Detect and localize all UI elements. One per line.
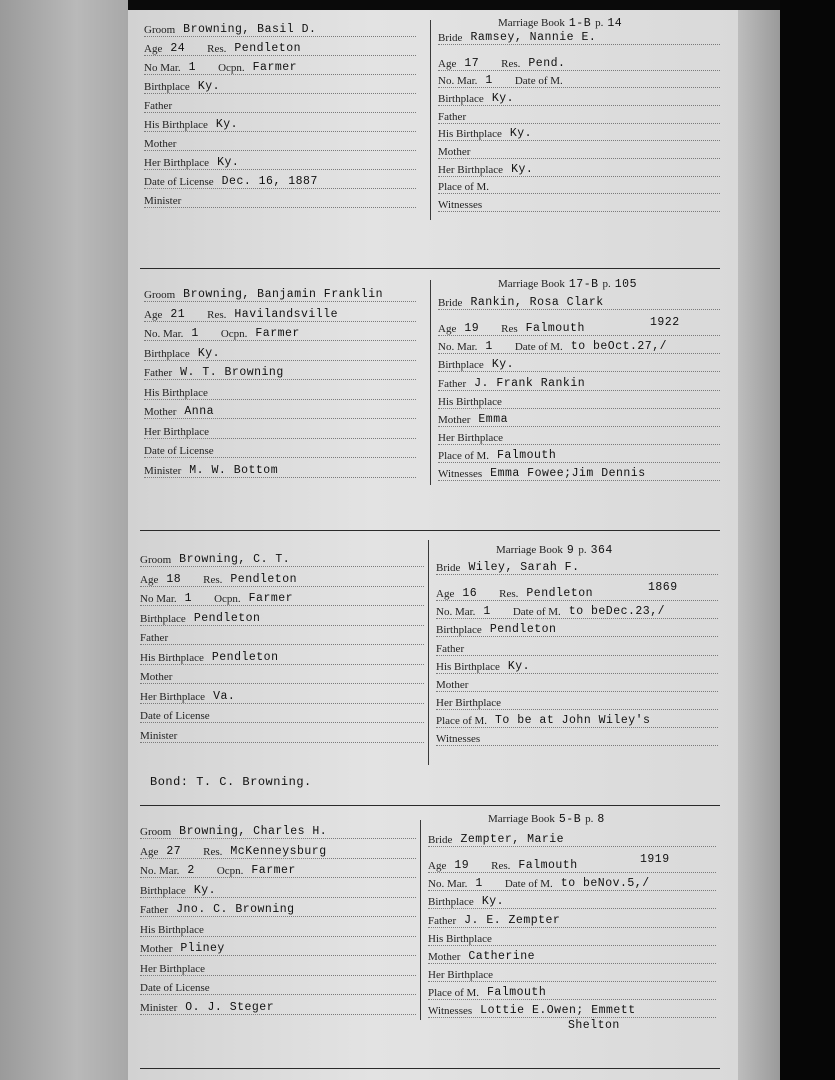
field-value: Ky. (491, 358, 515, 372)
groom-field-2 (144, 324, 416, 341)
field-label: No. Mar. (144, 328, 184, 340)
field-value: 27 (166, 844, 182, 858)
marriage-book-label: Marriage Book (498, 278, 565, 290)
field-label: Her Birthplace (144, 157, 210, 169)
field-value: 16 (462, 587, 478, 601)
field-label: Age (140, 573, 159, 586)
groom-field-0 (144, 285, 416, 302)
field-value: Pend. (528, 56, 566, 70)
field-label: Date of License (144, 445, 214, 457)
field-value: Pendleton (234, 42, 302, 55)
field-value: Jno. C. Browning (176, 903, 295, 916)
groom-field-2 (144, 58, 416, 75)
field-label: Mother (436, 678, 469, 691)
page-number: 364 (590, 544, 613, 557)
bride-field-9 (438, 464, 720, 481)
record-separator (140, 805, 720, 806)
field-label: Father (438, 110, 467, 123)
marriage-record-card (128, 10, 738, 1080)
column-divider (420, 820, 421, 1020)
field-label: Res. (207, 43, 227, 55)
field-label: Age (428, 860, 447, 873)
groom-field-0 (140, 550, 424, 567)
field-value: Falmouth (487, 986, 547, 1000)
field-value: 24 (170, 42, 186, 55)
field-value: Pendleton (230, 572, 298, 586)
field-label: Her Birthplace (140, 690, 206, 703)
groom-field-4 (140, 900, 416, 917)
bride-field-0 (438, 293, 720, 310)
groom-field-5 (140, 648, 424, 665)
groom-field-7 (144, 422, 416, 439)
record-3 (128, 530, 738, 800)
field-label: Mother (144, 406, 177, 418)
bride-field-7 (438, 160, 720, 177)
marriage-book-reference (488, 813, 609, 826)
bride-field-7 (438, 428, 720, 445)
column-divider (430, 280, 431, 485)
bride-field-5 (436, 657, 718, 674)
groom-field-5 (140, 920, 416, 937)
field-value: Ky. (507, 659, 531, 673)
groom-field-5 (144, 115, 416, 132)
field-label: Birthplace (140, 884, 186, 897)
bride-field-6 (438, 410, 720, 427)
field-value: Wiley, Sarah F. (468, 561, 580, 574)
bride-field-6 (436, 675, 718, 692)
field-value: 1 (485, 74, 493, 88)
bride-field-7 (436, 693, 718, 710)
field-label: Mother (140, 943, 173, 955)
bride-field-3 (436, 620, 718, 637)
field-label: Minister (140, 1001, 178, 1014)
page-label: p. (585, 813, 594, 825)
field-label: His Birthplace (436, 660, 500, 673)
field-label: Birthplace (144, 347, 190, 360)
field-label: Groom (144, 24, 176, 36)
bride-field-6 (428, 947, 716, 964)
groom-field-6 (140, 667, 424, 684)
field-label: Groom (140, 554, 172, 566)
scan-border-right (780, 0, 835, 1080)
field-label: Witnesses (428, 1005, 473, 1018)
field-value: 1 (485, 340, 493, 354)
record-4 (128, 805, 738, 1075)
field-label: Her Birthplace (436, 696, 502, 709)
bride-field-4 (428, 911, 716, 928)
field-value: 21 (170, 307, 186, 321)
field-label: Res. (207, 308, 227, 321)
field-value: Ky. (511, 162, 534, 176)
field-value: Zempter, Marie (460, 833, 565, 846)
field-value: 1 (191, 327, 199, 340)
field-value: McKenneysburg (230, 844, 327, 858)
field-label: Bride (438, 32, 463, 44)
field-label: No. Mar. (140, 865, 180, 877)
field-label: Minister (144, 464, 182, 477)
field-value: to beNov.5,/ (560, 877, 650, 891)
field-label: Res (501, 323, 518, 336)
field-value: Ky. (217, 156, 240, 169)
column-divider (428, 540, 429, 765)
field-label: Res. (203, 573, 223, 586)
groom-field-9 (144, 461, 416, 478)
field-label: Minister (140, 729, 178, 742)
field-label: Her Birthplace (428, 968, 494, 981)
scan-border-top (128, 0, 780, 10)
groom-field-6 (144, 402, 416, 419)
bride-field-7 (428, 965, 716, 982)
field-value: Farmer (252, 61, 298, 74)
bride-field-1 (428, 856, 716, 873)
bride-field-4 (436, 639, 718, 656)
field-value: Browning, Banjamin Franklin (183, 288, 384, 301)
field-value: 19 (454, 859, 470, 873)
field-value: Emma Fowee;Jim Dennis (490, 467, 646, 481)
field-label: Ocpn. (220, 328, 248, 340)
field-label: Birthplace (438, 93, 484, 105)
groom-field-0 (144, 20, 416, 37)
field-value: 2 (187, 864, 195, 877)
record-separator (140, 268, 720, 269)
field-value: Lottie E.Owen; Emmett (480, 1004, 636, 1018)
page-label: p. (602, 278, 611, 290)
field-label: Mother (428, 950, 461, 963)
groom-field-1 (144, 305, 416, 322)
field-label: His Birthplace (140, 651, 204, 664)
field-value: O. J. Steger (185, 1000, 275, 1014)
field-label: Place of M. (438, 181, 490, 194)
field-label: Res. (501, 57, 521, 70)
field-label: Bride (428, 834, 453, 846)
field-label: Groom (140, 826, 172, 838)
groom-field-8 (144, 172, 416, 189)
scan-margin-left (0, 0, 128, 1080)
field-label: Date of M. (514, 75, 563, 88)
bride-field-4 (438, 107, 720, 124)
bride-field-0 (428, 830, 716, 847)
marriage-book-label: Marriage Book (488, 813, 555, 825)
field-value: to beOct.27,/ (570, 340, 668, 354)
groom-field-3 (144, 344, 416, 361)
field-label: Age (140, 845, 159, 858)
groom-field-2 (140, 589, 424, 606)
record-2 (128, 268, 738, 538)
field-label: His Birthplace (428, 932, 492, 945)
field-label: Father (144, 367, 173, 379)
bride-field-3 (438, 355, 720, 372)
page-number: 8 (597, 813, 605, 826)
field-label: Father (438, 377, 467, 390)
field-value: Falmouth (525, 322, 585, 336)
license-year-note: 1922 (650, 316, 680, 330)
record-separator (140, 530, 720, 531)
field-value: M. W. Bottom (189, 463, 279, 477)
field-label: His Birthplace (140, 923, 204, 936)
witness-continuation: Shelton (568, 1019, 620, 1033)
bride-field-8 (438, 177, 720, 194)
groom-field-4 (144, 96, 416, 113)
groom-field-1 (140, 570, 424, 587)
marriage-book-reference (496, 544, 617, 557)
page-number: 14 (607, 17, 623, 30)
marriage-book-number: 9 (566, 544, 575, 557)
field-value: Ky. (481, 895, 505, 909)
groom-field-7 (140, 687, 424, 704)
groom-field-5 (144, 383, 416, 400)
field-value: W. T. Browning (180, 366, 284, 379)
field-value: 1 (184, 592, 193, 605)
field-label: Father (144, 100, 173, 112)
field-label: Age (438, 323, 457, 336)
field-label: No. Mar. (438, 341, 478, 354)
field-label: Age (436, 588, 455, 601)
column-divider (430, 20, 431, 220)
bride-field-1 (438, 54, 720, 71)
field-label: Witnesses (436, 733, 481, 746)
field-value: J. E. Zempter (464, 913, 561, 927)
groom-field-9 (140, 998, 416, 1015)
field-value: to beDec.23,/ (568, 605, 666, 619)
field-value: Rankin, Rosa Clark (470, 296, 604, 309)
field-value: Anna (184, 405, 214, 418)
field-value: Falmouth (518, 859, 578, 873)
field-value: 1 (483, 605, 491, 619)
field-label: Place of M. (438, 450, 490, 463)
page-label: p. (578, 544, 587, 556)
bride-field-2 (428, 874, 716, 891)
field-value: Havilandsville (234, 307, 339, 321)
field-label: Res. (203, 845, 223, 858)
field-label: Date of M. (512, 606, 561, 619)
field-value: To be at John Wiley's (495, 714, 651, 728)
bride-field-0 (438, 28, 720, 45)
field-label: Ocpn. (216, 865, 244, 877)
field-value: Pendleton (526, 587, 594, 601)
field-value: Catherine (468, 949, 536, 963)
field-value: Ramsey, Nannie E. (470, 31, 597, 44)
field-label: Birthplace (428, 896, 474, 909)
groom-field-7 (140, 959, 416, 976)
field-value: Browning, C. T. (179, 553, 291, 566)
field-label: Groom (144, 289, 176, 301)
field-label: No Mar. (144, 62, 181, 74)
record-1 (128, 10, 738, 280)
field-value: 1 (188, 61, 197, 74)
bride-field-6 (438, 142, 720, 159)
field-label: Res. (499, 588, 519, 601)
marriage-book-number: 17-B (568, 278, 599, 291)
marriage-book-label: Marriage Book (498, 17, 565, 29)
field-label: Her Birthplace (144, 425, 210, 438)
page-number: 105 (614, 278, 637, 291)
scan-margin-right (738, 10, 780, 1080)
groom-field-9 (140, 726, 424, 743)
bride-field-3 (428, 892, 716, 909)
field-label: Ocpn. (218, 62, 245, 74)
field-value: J. Frank Rankin (474, 376, 586, 390)
field-value: Browning, Basil D. (183, 23, 317, 36)
field-value: Ky. (197, 346, 221, 360)
bride-field-4 (438, 374, 720, 391)
field-label: Her Birthplace (438, 431, 504, 444)
field-label: Place of M. (436, 715, 488, 728)
field-label: Birthplace (144, 81, 190, 93)
page-label: p. (595, 17, 604, 29)
groom-field-9 (144, 191, 416, 208)
field-label: Mother (438, 146, 471, 159)
groom-field-1 (144, 39, 416, 56)
field-label: Father (436, 642, 465, 655)
field-label: Date of M. (514, 341, 563, 354)
field-value: Ky. (509, 127, 533, 141)
field-label: No. Mar. (428, 878, 468, 891)
bond-note: Bond: T. C. Browning. (150, 775, 312, 789)
field-label: Ocpn. (214, 593, 241, 605)
field-label: Bride (436, 562, 461, 574)
field-value: Va. (213, 689, 236, 703)
field-value: Pendleton (489, 623, 557, 637)
field-value: 17 (464, 56, 480, 70)
field-value: Ky. (491, 92, 515, 105)
field-value: Falmouth (497, 449, 557, 463)
field-value: Pliney (180, 942, 225, 955)
field-value: Emma (478, 412, 508, 426)
field-label: Date of License (140, 982, 210, 994)
field-label: Res. (491, 860, 511, 873)
groom-field-2 (140, 861, 416, 878)
license-year-note: 1919 (640, 853, 670, 867)
field-value: 1 (475, 877, 483, 891)
bride-field-0 (436, 558, 718, 575)
groom-field-8 (140, 706, 424, 723)
marriage-book-label: Marriage Book (496, 544, 563, 556)
field-label: Her Birthplace (438, 163, 504, 176)
bride-field-2 (438, 337, 720, 354)
field-label: Her Birthplace (140, 962, 206, 975)
field-label: His Birthplace (438, 395, 502, 408)
bride-field-9 (436, 729, 718, 746)
groom-field-6 (144, 134, 416, 151)
groom-field-4 (140, 628, 424, 645)
field-value: Dec. 16, 1887 (221, 175, 318, 188)
bride-field-9 (438, 195, 720, 212)
field-label: His Birthplace (144, 386, 208, 399)
field-label: Bride (438, 297, 463, 309)
field-label: Birthplace (140, 612, 186, 625)
field-label: Date of M. (504, 878, 553, 891)
field-label: Father (140, 904, 169, 916)
field-value: Farmer (248, 592, 294, 605)
bride-field-5 (438, 124, 720, 141)
field-label: Mother (140, 671, 173, 683)
groom-field-3 (140, 881, 416, 898)
field-label: Date of License (144, 176, 214, 188)
field-label: Age (144, 308, 163, 321)
field-label: Witnesses (438, 468, 483, 481)
bride-field-8 (438, 446, 720, 463)
groom-field-6 (140, 939, 416, 956)
field-label: Father (140, 632, 169, 644)
groom-field-1 (140, 842, 416, 859)
field-value: Ky. (193, 883, 217, 897)
groom-field-8 (140, 978, 416, 995)
field-label: Minister (144, 195, 182, 207)
field-value: Pendleton (211, 650, 279, 664)
field-label: His Birthplace (144, 119, 208, 131)
field-label: Birthplace (436, 624, 482, 637)
marriage-book-reference (498, 278, 641, 291)
bride-field-3 (438, 89, 720, 106)
bride-field-8 (436, 711, 718, 728)
field-label: Father (428, 914, 457, 927)
field-value: 19 (464, 322, 480, 336)
bride-field-2 (436, 602, 718, 619)
field-value: Farmer (251, 864, 296, 877)
groom-field-0 (140, 822, 416, 839)
groom-field-4 (144, 363, 416, 380)
field-label: Witnesses (438, 199, 483, 212)
marriage-book-number: 1-B (568, 17, 592, 30)
bride-field-9 (428, 1001, 716, 1018)
bride-field-2 (438, 71, 720, 88)
record-separator (140, 1068, 720, 1069)
field-value: Ky. (197, 80, 221, 93)
bride-field-5 (438, 392, 720, 409)
field-label: Place of M. (428, 987, 480, 1000)
groom-field-7 (144, 153, 416, 170)
field-label: Age (438, 57, 457, 70)
field-value: Ky. (215, 118, 239, 131)
field-label: Age (144, 43, 163, 55)
license-year-note: 1869 (648, 581, 678, 595)
field-label: No Mar. (140, 593, 177, 605)
field-label: Mother (144, 138, 177, 150)
field-value: 18 (166, 572, 182, 586)
field-label: Date of License (140, 710, 210, 722)
groom-field-8 (144, 441, 416, 458)
bride-field-8 (428, 983, 716, 1000)
field-value: Browning, Charles H. (179, 825, 328, 838)
bride-field-5 (428, 929, 716, 946)
field-label: Mother (438, 413, 471, 426)
field-label: Birthplace (438, 359, 484, 372)
groom-field-3 (144, 77, 416, 94)
field-value: Farmer (255, 327, 300, 340)
field-label: No. Mar. (436, 606, 476, 619)
marriage-book-number: 5-B (558, 813, 582, 826)
groom-field-3 (140, 609, 424, 626)
field-value: Pendleton (193, 611, 261, 625)
field-label: His Birthplace (438, 128, 502, 141)
field-label: No. Mar. (438, 75, 478, 88)
